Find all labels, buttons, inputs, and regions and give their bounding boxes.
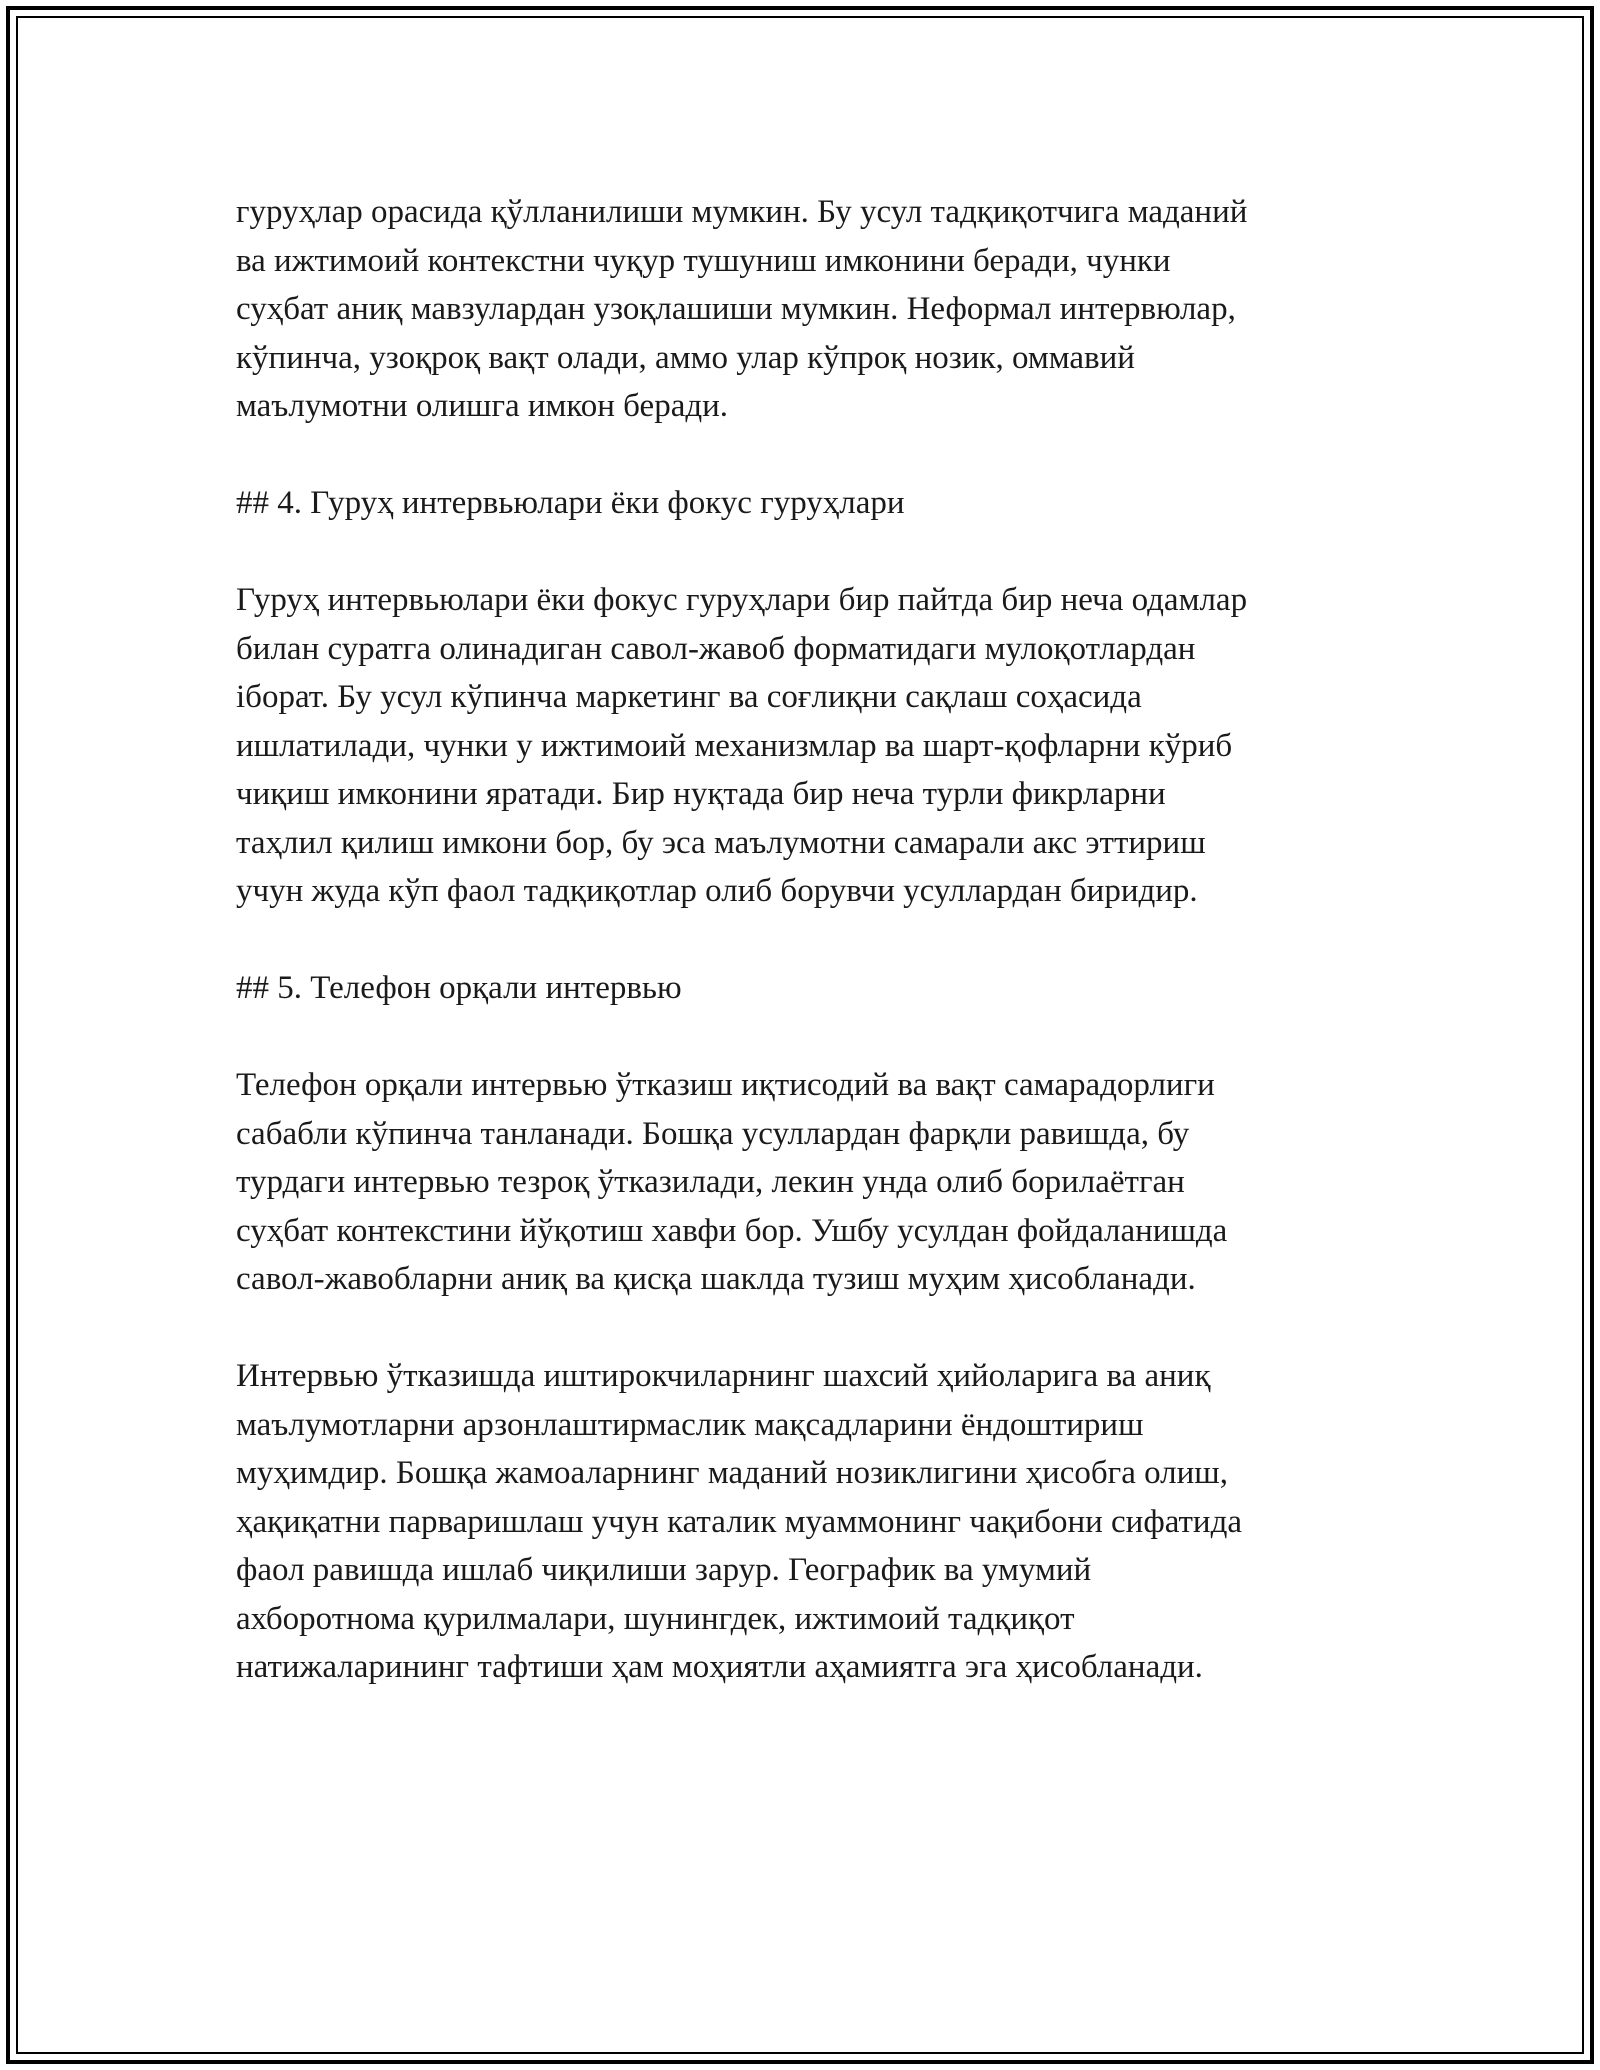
- paragraph-phone-interviews: Телефон орқали интервью ўтказиш иқтисодий ва вақт самарадорлиги сабабли кўпинча танланади. Бошқа усуллардан фарқли равишда, бу турдаги интервью тезроқ ўтказилади, лекин унда олиб борилаётган суҳбат контекстини йўқотиш хавфи бор. Ушбу усулдан фойдаланишда савол-жавобларни аниқ ва қисқа шаклда тузиш муҳим ҳисобланади.: [236, 1067, 1228, 1297]
- paragraph-interview-ethics: Интервью ўтказишда иштирокчиларнинг шахсий ҳийоларига ва аниқ маълумотларни арзонлаштирмаслик мақсадларини ёндоштириш муҳимдир. Бошқа жамоаларнинг маданий нозиклигини ҳисобга олиш, ҳақиқатни парваришлаш учун каталик муаммонинг чақибони сифатида фаол равишда ишлаб чиқилиши зарур. Географик ва умумий ахборотнома қурилмалари, шунингдек, ижтимоий тадқиқот натижаларининг тафтиши ҳам моҳиятли аҳамиятга эга ҳисобланади.: [236, 1358, 1243, 1685]
- paragraph-informal-interviews: гуруҳлар орасида қўлланилиши мумкин. Бу усул тадқиқотчига маданий ва ижтимоий контекстни чуқур тушуниш имконини беради, чунки суҳбат аниқ мавзулардан узоқлашиши мумкин. Неформал интервюлар, кўпинча, узоқроқ вақт олади, аммо улар кўпроқ нозик, оммавий маълумотни олишга имкон беради.: [236, 194, 1248, 424]
- paragraph-group-interviews: Гуруҳ интервьюлари ёки фокус гуруҳлари бир пайтда бир неча одамлар билан суратга олинадиган савол-жавоб форматидаги мулоқотлардан iборат. Бу усул кўпинча маркетинг ва соғлиқни сақлаш соҳасида ишлатилади, чунки у ижтимоий механизмлар ва шарт-қофларни кўриб чиқиш имконини яратади. Бир нуқтада бир неча турли фикрларни таҳлил қилиш имкони бор, бу эса маълумотни самарали акс эттириш учун жуда кўп фаол тадқиқотлар олиб борувчи усуллардан биридир.: [236, 582, 1248, 909]
- section-heading-phone-interviews: ## 5. Телефон орқали интервью: [236, 970, 682, 1006]
- document-body: [236, 188, 1386, 1692]
- section-heading-group-interviews: ## 4. Гуруҳ интервьюлари ёки фокус гуруҳлари: [236, 485, 905, 521]
